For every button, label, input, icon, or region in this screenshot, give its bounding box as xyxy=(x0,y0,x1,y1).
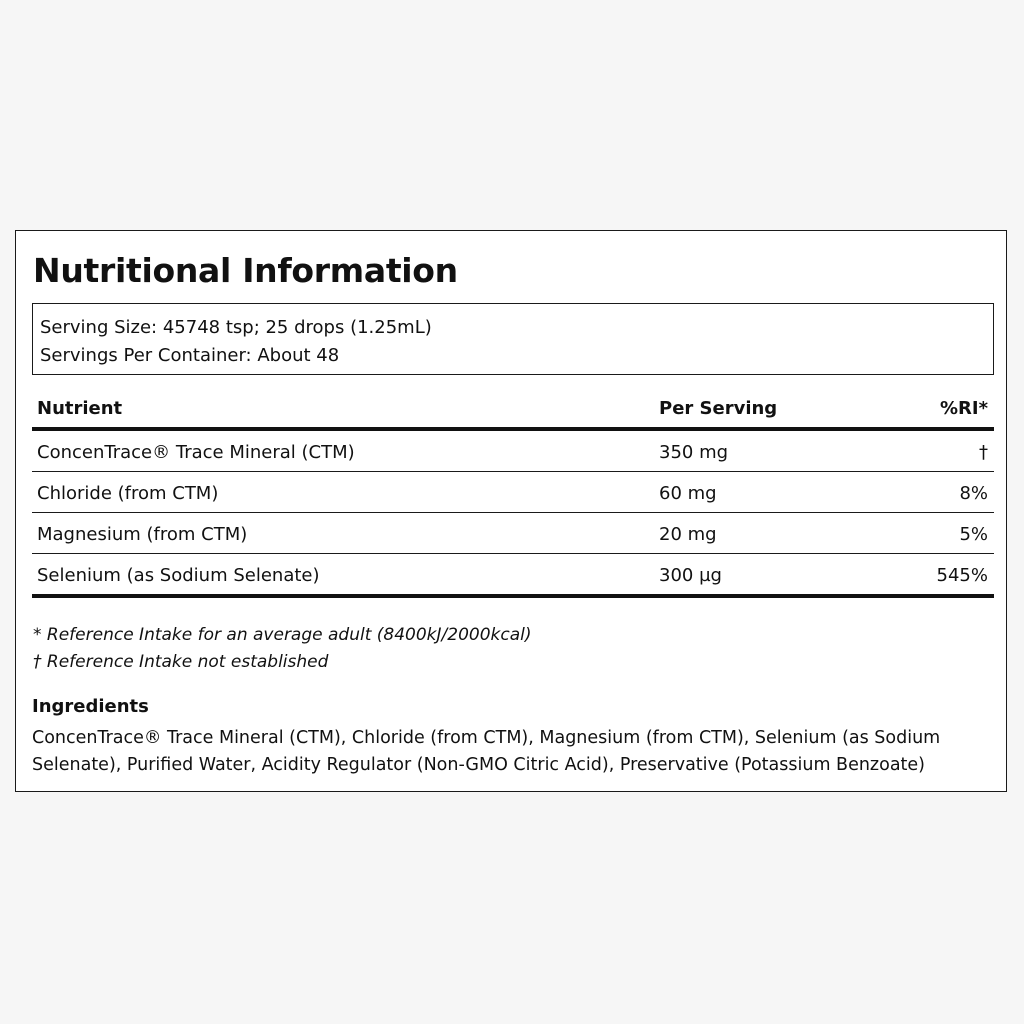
nutrient-ri: 8% xyxy=(959,483,988,504)
footnotes xyxy=(33,622,532,676)
servings-per-container: Servings Per Container: About 48 xyxy=(40,345,340,366)
header-ri: %RI* xyxy=(939,398,988,419)
nutrient-amount: 60 mg xyxy=(659,483,717,504)
footnote-reference-intake: * Reference Intake for an average adult (8400kJ/2000kcal) xyxy=(33,625,532,645)
serving-info-box xyxy=(32,303,994,375)
nutrient-amount: 20 mg xyxy=(659,524,717,545)
ingredients-heading: Ingredients xyxy=(32,696,149,717)
header-per-serving: Per Serving xyxy=(659,398,778,419)
nutrient-ri: † xyxy=(979,442,988,463)
table-row xyxy=(32,472,994,513)
table-row xyxy=(32,513,994,554)
nutrient-name: Magnesium (from CTM) xyxy=(37,524,248,545)
header-nutrient: Nutrient xyxy=(37,398,123,419)
table-body xyxy=(32,431,994,598)
nutrition-panel xyxy=(15,230,1007,792)
table-header-row xyxy=(32,391,994,431)
nutrient-table xyxy=(32,391,994,598)
footnote-not-established: † Reference Intake not established xyxy=(33,652,329,672)
table-row xyxy=(32,554,994,598)
nutrient-amount: 300 µg xyxy=(659,565,722,586)
nutrient-ri: 5% xyxy=(959,524,988,545)
nutrient-amount: 350 mg xyxy=(659,442,729,463)
table-row xyxy=(32,431,994,472)
panel-title: Nutritional Information xyxy=(33,251,458,290)
nutrient-name: ConcenTrace® Trace Mineral (CTM) xyxy=(37,442,355,463)
nutrient-name: Chloride (from CTM) xyxy=(37,483,219,504)
serving-size: Serving Size: 45748 tsp; 25 drops (1.25mL) xyxy=(40,317,432,338)
ingredients-text: ConcenTrace® Trace Mineral (CTM), Chloride (from CTM), Magnesium (from CTM), Selenium (as Sodium Selenate), Purified Water, Acidity Regulator (Non-GMO Citric Acid), Preservative (Potassium Benzoate) xyxy=(32,728,941,775)
nutrient-name: Selenium (as Sodium Selenate) xyxy=(37,565,320,586)
nutrient-ri: 545% xyxy=(936,565,988,586)
